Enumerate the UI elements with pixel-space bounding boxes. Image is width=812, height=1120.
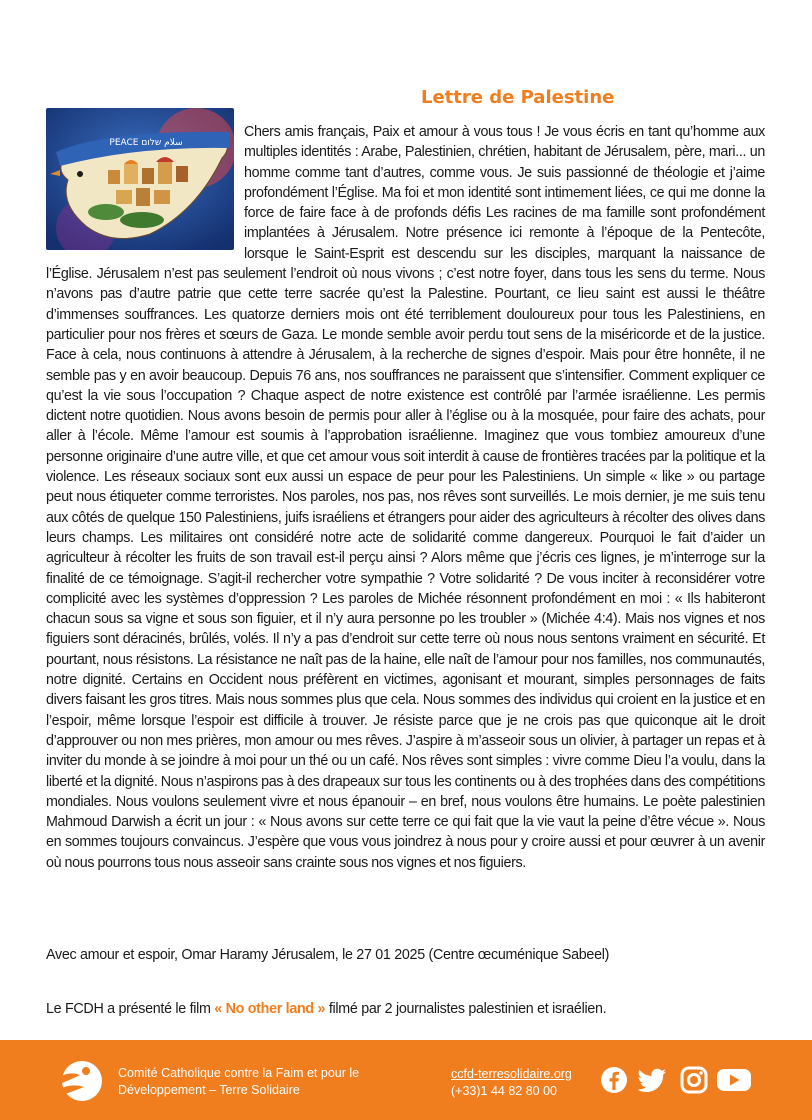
page-title: Lettre de Palestine [421,87,615,108]
ccfd-logo-icon [56,1057,104,1105]
facebook-icon[interactable] [600,1066,628,1094]
org-name [118,1065,418,1099]
film-title-link[interactable]: « No other land » [214,1001,326,1017]
phone-number: (+33)1 44 82 80 00 [451,1084,557,1098]
footer-bar [0,1040,812,1120]
image-wrap-spacer [46,122,244,263]
film-announcement [46,1001,766,1017]
youtube-icon[interactable] [716,1066,752,1094]
dove-banner-text: PEACE سلام שלום [109,138,183,148]
letter-text: Chers amis français, Paix et amour à vous tous ! Je vous écris en tant qu’homme aux multiples identités : Arabe, Palestinien, chrétien, habitant de Jérusalem, père, mari... un homme comme tant d’autres, comme vous. Je suis passionné de théologie et j’aime profondément l’Église. Ma foi et mon identité sont intimement liées, ce qui me donne la force de faire face à de profonds défis Les racines de ma famille sont profondément implantées à Jérusalem. Notre présence ici remonte à l’époque de la Pentecôte, lorsque le Saint-Esprit est descendu sur les disciples, marquant la naissance de l’Église. Jérusalem n’est pas seulement l’endroit où nous vivons ; c’est notre foyer, dans tous les sens du terme. Nous n’avons pas d’autre patrie que cette terre sacrée qu’est la Palestine. Pourtant, ce lieu saint est aussi le théâtre d’immenses souffrances. Les quatorze derniers mois ont été terriblement douloureux pour tous les Palestiniens, en particulier pour nos frères et sœurs de Gaza. Le monde semble avoir perdu tout sens de la miséricorde et de la justice. Face à cela, nous continuons à attendre à Jérusalem, à la recherche de signes d’espoir. Mais pour être honnête, il ne semble pas y en avoir beaucoup. Depuis 76 ans, nos souffrances ne paraissent que s’intensifier. Comment expliquer ce qu’est la vie sous l’occupation ? Chaque aspect de notre existence est contrôlé par l’armée israélienne. Les permis dictent notre quotidien. Nous avons besoin de permis pour aller à l’église ou à la mosquée, pour faire des achats, pour aller à l’école. Même l’amour est soumis à l’approbation israélienne. Imaginez que vous tombiez amoureux d’une personne originaire d’une autre ville, et que cet amour vous soit interdit à cause de frontières tracées par la politique et la violence. Les réseaux sociaux sont eux aussi un espace de peur pour les Palestiniens. Un simple « like » ou partage peut nous étiqueter comme terroristes. Nos paroles, nos pas, nos rêves sont surveillés. Le mois dernier, je me suis tenu aux côtés de quelque 150 Palestiniens, juifs israéliens et étrangers pour aider des agriculteurs à récolter des olives dans leurs champs. Les militaires ont considéré notre acte de solidarité comme dangereux. Pourquoi le fait d’aider un agriculteur à récolter les fruits de son travail est-il perçu ainsi ? Alors même que j’écris ces lignes, je m’interroge sur la finalité de ce témoignage. S’agit-il rechercher votre sympathie ? Votre solidarité ? De vous inciter à reconsidérer votre complicité avec les systèmes d’oppression ? Les paroles de Michée résonnent profondément en moi : « Ils habiteront chacun sous sa vigne et sous son figuier, et il n’y aura personne po les troubler » (Michée 4:4). Mais nos vignes et nos figuiers sont déracinés, brûlés, volés. Il n’y a pas d’endroit sur cette terre où nous nous sentons vraiment en sécurité. Et pourtant, nous résistons. La résistance ne naît pas de la haine, elle naît de l’amour pour nos familles, nos communautés, notre dignité. Certains en Occident nous préfèrent en victimes, agonisant et mourant, simples personnages de faits divers faisant les gros titres. Mais nous sommes plus que cela. Nous sommes des individus qui croient en la justice et en l’espoir, même lorsque l’espoir est difficile à trouver. Je résiste parce que je ne crois pas que quiconque ait le droit d’approuver ou non mes prières, mon amour ou mes rêves. J’aspire à m’asseoir sous un olivier, à partager un repas et à inviter du monde à se joindre à moi pour un thé ou un café. Nos rêves sont simples : vivre comme Dieu l’a voulu, dans la liberté et la dignité. Nous n’aspirons pas à des drapeaux sur tous les continents ou à des trophées dans des compétitions mondiales. Nous voulons seulement vivre et nous épanouir – en bref, nous voulons être humains. Le poète palestinien Mahmoud Darwish a écrit un jour : « Nous avons sur cette terre ce qui fait que la vie vaut la peine d’être vécue ». Nous en sommes toujours convaincus. J’espère que vous vous joindrez à nous pour y croire aussi et pour œuvrer à un avenir où nous pourrons tous nous asseoir sans crainte sous nos vignes et nos figuiers. [46,124,765,871]
film-suffix: filmé par 2 journalistes palestinien et israélien. [325,1001,607,1017]
website-link[interactable]: ccfd-terresolidaire.org [451,1067,572,1081]
org-name-line1: Comité Catholique contre la Faim et pour le [118,1066,360,1080]
letter-body [46,122,765,873]
film-prefix: Le FCDH a présenté le film [46,1001,215,1017]
twitter-icon[interactable] [638,1066,668,1094]
contact-block [451,1066,572,1100]
letter-signoff: Avec amour et espoir, Omar Haramy Jérusalem, le 27 01 2025 (Centre œcuménique Sabeel) [46,947,610,963]
org-name-line2: Développement – Terre Solidaire [118,1083,300,1097]
instagram-icon[interactable] [680,1066,708,1094]
